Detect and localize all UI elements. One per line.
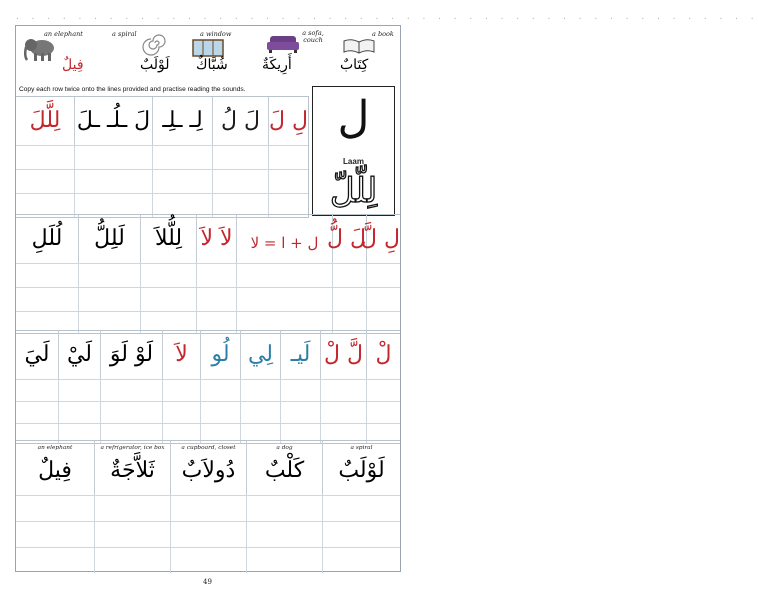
picture-caption: a window (200, 30, 232, 38)
picture-caption: an elephant (44, 30, 83, 38)
vocab-cell: a dog كَلْبٌ (246, 441, 322, 495)
writing-line (16, 145, 308, 146)
row3-cell: لُو (200, 331, 240, 379)
writing-line (16, 169, 308, 170)
outline-word: لِلّلّ (329, 171, 378, 211)
row2-cell: ل + ا = لا (236, 215, 332, 263)
picture-caption: a sofa, couch (302, 29, 324, 44)
picture-window (180, 26, 252, 84)
vocab-row (16, 441, 400, 495)
row2-cell: لَلِلُّ (78, 215, 140, 263)
sofa-icon (266, 34, 300, 54)
picture-caption: a spiral (112, 30, 137, 38)
vocab-cell: a refrigerator, ice box ثَلاَّجَةٌ (94, 441, 170, 495)
row2-cell: لَ لُّ (332, 215, 366, 263)
vocab-cell: an elephant فِيلٌ (37, 445, 73, 483)
window-icon (192, 39, 224, 57)
vocab-section (16, 440, 400, 573)
practice-section-2 (16, 214, 400, 334)
row2-cell: لاَ لاَ (196, 215, 236, 263)
picture-word: شُبَّاكٌ (196, 57, 228, 73)
row3-cell: لَّ لْ (320, 331, 366, 379)
elephant-icon (22, 36, 56, 62)
letter-row-3 (16, 331, 400, 379)
picture-sofa (260, 26, 324, 84)
row2-cell: لِلُّلاَ (140, 215, 196, 263)
row1-cell: لِلَّلَ (29, 108, 61, 133)
letter-name: Laam (343, 157, 364, 166)
top-dot-border: · · · · · · · · · · · · · · · · · · · · · · · · · · · · · · · · · · · · · · · · · · · · · · · · (15, 14, 758, 23)
row2-cell: لِ لَّ (366, 215, 400, 263)
picture-caption: a book (372, 30, 394, 38)
spiral-icon (144, 32, 166, 54)
row3-cell: لِي (240, 331, 280, 379)
row1-cell: لَ ـلُـ ـلَ (74, 97, 152, 145)
row3-cell: لاَ (162, 331, 200, 379)
row3-cell: لَيْ (58, 331, 100, 379)
writing-line (16, 193, 308, 194)
practice-section-1 (16, 96, 309, 218)
picture-spiral (102, 26, 172, 84)
row1-cell: لِ لَ (268, 97, 308, 145)
row1-cell: لَ لُ (212, 97, 268, 145)
picture-word: كِتَابٌ (340, 57, 369, 73)
picture-book (332, 26, 400, 84)
book-icon (342, 38, 376, 54)
row2-cell: لُلَلِ (31, 226, 63, 251)
picture-word: لَوْلَبٌ (140, 57, 170, 73)
row3-cell: لَوْ لَوَ (100, 331, 162, 379)
picture-elephant (22, 26, 88, 84)
practice-section-3 (16, 330, 400, 444)
instruction-text: Copy each row twice onto the lines provided and practise reading the sounds. (19, 86, 246, 93)
row3-cell: لَيـ (280, 331, 320, 379)
vocab-cell: a spiral لَوْلَبٌ (322, 441, 400, 495)
row1-cell: لِـ ـلِـ (152, 97, 212, 145)
page-number: 49 (203, 578, 212, 586)
picture-word: أَرِيكَةٌ (262, 57, 292, 73)
letter-glyph: ل (337, 92, 370, 143)
vocab-cell: a cupboard, closet دُولاَبٌ (170, 441, 246, 495)
letter-row-1 (16, 97, 308, 145)
letter-panel (312, 86, 395, 216)
row3-cell: لْ (366, 331, 400, 379)
picture-strip (16, 26, 400, 84)
picture-word: فِيلٌ (62, 57, 84, 73)
letter-row-2 (16, 215, 400, 263)
worksheet (15, 25, 401, 572)
row3-cell: لَيَ (24, 342, 50, 367)
